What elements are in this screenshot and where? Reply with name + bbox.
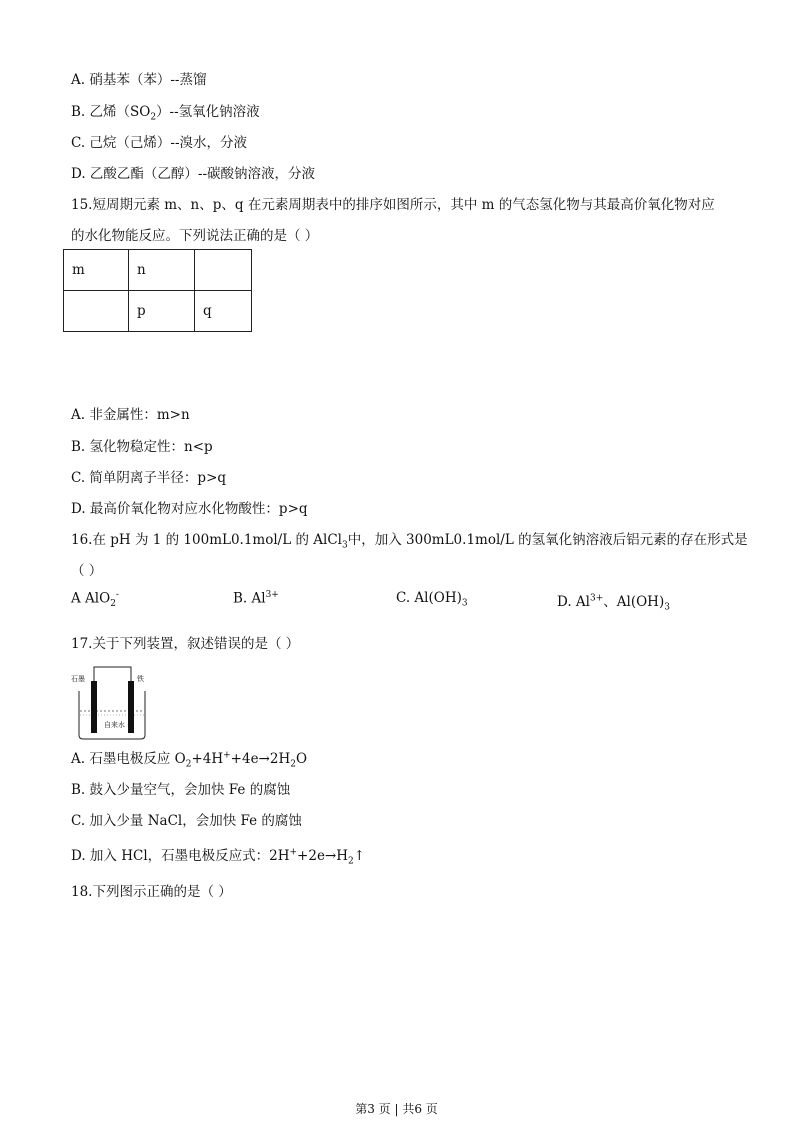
q17-option-b: B. 鼓入少量空气，会加快 Fe 的腐蚀: [71, 782, 291, 798]
q16-option-a: A AlO$_2$-: [71, 590, 119, 610]
q16-option-c: C. $Al(OH)_3$: [396, 590, 468, 609]
q18-stem: 18.下列图示正确的是（ ）: [71, 884, 232, 900]
q17-option-c: C. 加入少量 NaCl，会加快 Fe 的腐蚀: [71, 813, 302, 829]
cell-empty-2: [64, 291, 129, 332]
q17-option-d: D. 加入 HCl，石墨电极反应式：$2H^++2e\to H_2↑$: [71, 847, 366, 867]
cell-empty-1: [195, 250, 252, 291]
q15-option-b: B. 氢化物稳定性：n<p: [71, 439, 213, 455]
electrochemical-cell-diagram: [71, 663, 151, 745]
q15-option-d: D. 最高价氧化物对应水化物酸性：p>q: [71, 501, 308, 517]
periodic-table-fragment: [63, 249, 252, 332]
q15-stem-line1: 15.短周期元素 m、n、p、q 在元素周期表中的排序如图所示，其中 m 的气态氢化物与其最高价氧化物对应: [71, 197, 715, 213]
graphite-electrode: [91, 681, 97, 733]
q15-option-c: C. 简单阴离子半径：p>q: [71, 470, 227, 486]
cell-p: p: [129, 291, 195, 332]
graphite-label: 石墨: [71, 675, 85, 683]
tap-water-label: 自来水: [104, 721, 125, 729]
cell-n: n: [129, 250, 195, 291]
cell-q: q: [195, 291, 252, 332]
q16-option-d: D. $Al^{3+}$、$Al(OH)_3$: [557, 593, 670, 613]
q14-option-a: A. 硝基苯（苯）--蒸馏: [71, 72, 207, 88]
cell-m: m: [64, 250, 129, 291]
q14-option-d: D. 乙酸乙酯（乙醇）--碳酸钠溶液，分液: [71, 166, 316, 182]
q16-stem-line2: （ ）: [71, 563, 103, 579]
page-footer: 第3 页 | 共6 页: [355, 1102, 438, 1116]
q15-option-a: A. 非金属性：m>n: [71, 407, 190, 423]
q15-stem-line2: 的水化物能反应。下列说法正确的是（ ）: [71, 228, 319, 244]
q17-option-a: A. 石墨电极反应 $O_2+4H^++4e\to 2H_2O$: [71, 750, 308, 770]
q14-option-b: B. 乙烯$(SO_2)--$氢氧化钠溶液: [71, 104, 260, 123]
iron-label: 铁: [137, 675, 144, 683]
q14-option-c: C. 己烷（己烯）--溴水，分液: [71, 135, 248, 151]
q16-option-b: B. $Al^{3+}$: [233, 590, 279, 607]
iron-electrode: [128, 681, 134, 733]
q16-stem-line1: 16.在 pH 为 1 的 100mL0.1mol/L 的 AlCl$_3$中，加入 300mL0.1mol/L 的氢氧化钠溶液后铝元素的存在形式是: [71, 532, 748, 551]
q17-stem: 17.关于下列装置，叙述错误的是（ ）: [71, 636, 300, 652]
